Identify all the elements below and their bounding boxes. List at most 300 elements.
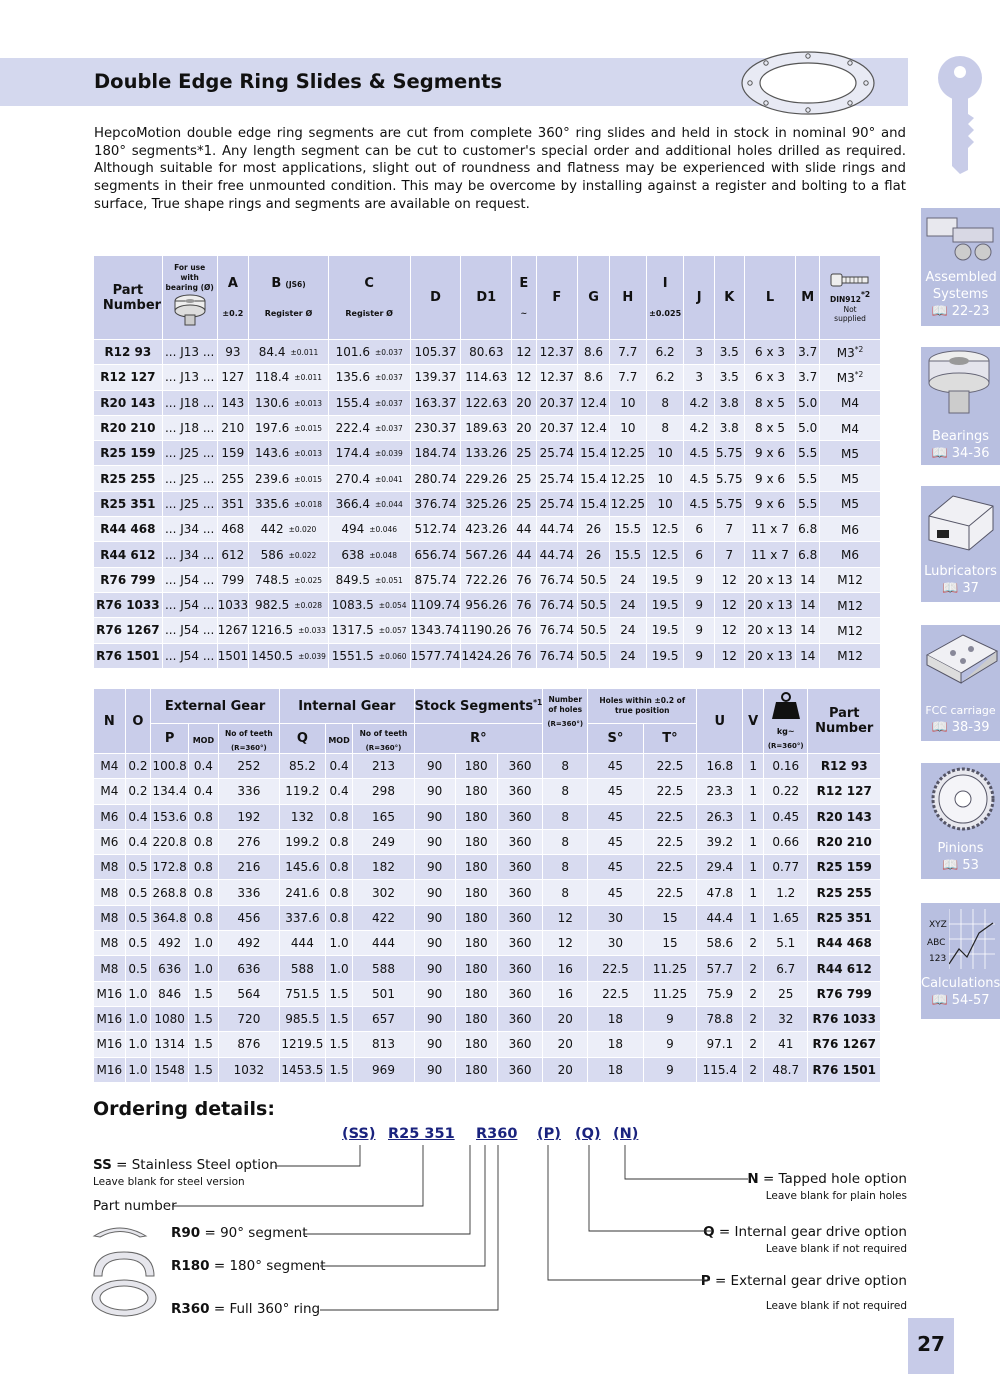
table-cell: 0.8 [189, 804, 219, 829]
table-cell: 876 [218, 1032, 279, 1057]
table-cell: 4.2 [684, 390, 714, 415]
col-part-number-2: Part Number [808, 689, 881, 754]
table-cell: 1.0 [125, 1006, 151, 1031]
col-external-gear: External Gear [151, 689, 280, 724]
table-cell: 14 [796, 592, 820, 617]
table-cell: 12.5 [646, 542, 684, 567]
table-cell: 8 [543, 855, 588, 880]
table-cell: 5.75 [714, 491, 744, 516]
page-title: Double Edge Ring Slides & Segments [94, 70, 503, 93]
table-cell: 849.5 ±0.051 [328, 567, 410, 592]
table-cell: 118.4 ±0.011 [249, 365, 329, 390]
table-cell: 25 [512, 491, 536, 516]
table-cell: 492 [218, 931, 279, 956]
table-cell: 41 [764, 1032, 808, 1057]
code-r: R360 [476, 1126, 518, 1142]
table-cell: 1.65 [764, 905, 808, 930]
table-cell: R20 143 [94, 390, 163, 415]
table-cell: 3.8 [714, 390, 744, 415]
table-cell: M4 [820, 415, 881, 440]
table-cell: 366.4 ±0.044 [328, 491, 410, 516]
table-cell: 12.37 [536, 365, 578, 390]
col-internal-gear: Internal Gear [280, 689, 415, 724]
table-cell: 6 x 3 [744, 365, 796, 390]
table-cell: 199.2 [280, 829, 326, 854]
table-cell: 1424.26 [461, 643, 512, 668]
col-stock-segments: Stock Segments$^{*1}$ [414, 689, 543, 724]
col-F: F [536, 256, 578, 340]
table-cell: 1 [743, 880, 764, 905]
table-cell: 180 [455, 1006, 497, 1031]
table-cell: 16.8 [697, 754, 743, 779]
table-cell: 114.63 [461, 365, 512, 390]
table-cell: 1 [743, 754, 764, 779]
table-cell: 44 [512, 517, 536, 542]
table-cell: 11 x 7 [744, 517, 796, 542]
table-cell: R44 612 [94, 542, 163, 567]
table-cell: 180 [455, 1032, 497, 1057]
table-cell: 15.5 [609, 542, 646, 567]
table-cell: 15.4 [578, 491, 610, 516]
table-cell: 222.4 ±0.037 [328, 415, 410, 440]
col-S: S° [588, 724, 643, 754]
table-cell: 11 x 7 [744, 542, 796, 567]
col-H: H [609, 256, 646, 340]
intro-paragraph: HepcoMotion double edge ring segments are cut from complete 360° ring slides and held in stock in nominal 90° and 180° segments*1. Any length segment can be cut to customer's special order and additional holes drilled as required. Although suitable for most applications, slight out of roundness and flatness may be experienced with slide rings and segments in their free unmounted condition. This may be overcome by installing against a register and bolting to a flat surface, True shape rings and segments are available on request. [94, 126, 906, 212]
table-cell: 19.5 [646, 618, 684, 643]
table-cell: 15.5 [609, 517, 646, 542]
table-cell: 982.5 ±0.028 [249, 592, 329, 617]
table-cell: 1317.5 ±0.057 [328, 618, 410, 643]
table-cell: 9 x 6 [744, 441, 796, 466]
table-cell: 32 [764, 1006, 808, 1031]
book-icon: 📖 [942, 581, 959, 596]
table-cell: R20 143 [808, 804, 881, 829]
table-cell: 444 [353, 931, 414, 956]
tab-lubricators[interactable]: Lubricators 📖 37 [921, 486, 1000, 602]
table-cell: 9 [684, 592, 714, 617]
col-L: L [744, 256, 796, 340]
tab-pinions[interactable]: Pinions 📖 53 [921, 763, 1000, 879]
table-cell: 6.2 [646, 365, 684, 390]
table-cell: 360 [497, 956, 542, 981]
table-cell: M4 [94, 754, 126, 779]
table-cell: 6.2 [646, 340, 684, 365]
code-ss: (SS) [342, 1126, 376, 1142]
table-cell: 16 [543, 981, 588, 1006]
table-cell: 1548 [151, 1057, 189, 1082]
table-cell: 25 [512, 441, 536, 466]
table-cell: 8 [543, 779, 588, 804]
table-cell: ... J13 ... [162, 340, 217, 365]
table-cell: 45 [588, 779, 643, 804]
table-cell: R12 93 [808, 754, 881, 779]
table-cell: 1.5 [325, 1032, 353, 1057]
table-cell: 90 [414, 1032, 455, 1057]
table-cell: 12.37 [536, 340, 578, 365]
table-cell: 85.2 [280, 754, 326, 779]
table-cell: 93 [217, 340, 249, 365]
table-cell: 1190.26 [461, 618, 512, 643]
table-cell: M8 [94, 931, 126, 956]
table-cell: 8 [543, 880, 588, 905]
table-cell: 9 [643, 1032, 697, 1057]
table-cell: 1501 [217, 643, 249, 668]
table-cell: 252 [218, 754, 279, 779]
p-note: Leave blank if not required [765, 1300, 907, 1312]
table-cell: R25 255 [808, 880, 881, 905]
table-cell: 4.5 [684, 466, 714, 491]
table-cell: 8 [543, 804, 588, 829]
table-cell: 720 [218, 1006, 279, 1031]
table-cell: 15.4 [578, 441, 610, 466]
table-cell: M5 [820, 491, 881, 516]
table-cell: M8 [94, 956, 126, 981]
table-cell: 2 [743, 981, 764, 1006]
table-cell: ... J54 ... [162, 567, 217, 592]
table-cell: R44 468 [808, 931, 881, 956]
table-cell: 364.8 [151, 905, 189, 930]
col-part-number: Part Number [94, 256, 163, 340]
table-cell: 1267 [217, 618, 249, 643]
table-cell: 5.1 [764, 931, 808, 956]
table-cell: 337.6 [280, 905, 326, 930]
table-cell: 1453.5 [280, 1057, 326, 1082]
table-cell: 5.75 [714, 466, 744, 491]
table-cell: 0.4 [325, 779, 353, 804]
table-cell: R25 159 [94, 441, 163, 466]
table-cell: 44.74 [536, 517, 578, 542]
table-cell: 7 [714, 542, 744, 567]
table-cell: 45 [588, 804, 643, 829]
table-cell: 1083.5 ±0.054 [328, 592, 410, 617]
table-cell: 1219.5 [280, 1032, 326, 1057]
col-G: G [578, 256, 610, 340]
table-cell: 1.0 [325, 956, 353, 981]
table-cell: 45 [588, 829, 643, 854]
table-cell: R20 210 [808, 829, 881, 854]
table-cell: 360 [497, 779, 542, 804]
col-P: P [151, 724, 189, 754]
table-cell: 189.63 [461, 415, 512, 440]
table-cell: 50.5 [578, 618, 610, 643]
table-cell: 5.0 [796, 415, 820, 440]
col-U: U [697, 689, 743, 754]
table-cell: 6.8 [796, 517, 820, 542]
table-cell: 44.74 [536, 542, 578, 567]
table-cell: 45 [588, 855, 643, 880]
part-number-label: Part number [93, 1198, 177, 1214]
table-cell: 0.4 [189, 779, 219, 804]
table-cell: 159 [217, 441, 249, 466]
table-cell: 360 [497, 880, 542, 905]
table-cell: 22.5 [643, 829, 697, 854]
table-cell: 1.5 [189, 1032, 219, 1057]
table-cell: 0.45 [764, 804, 808, 829]
table-cell: 24 [609, 643, 646, 668]
table-cell: 20 [543, 1057, 588, 1082]
table-cell: 25 [512, 466, 536, 491]
table-cell: 12 [543, 905, 588, 930]
table-cell: 1450.5 ±0.039 [249, 643, 329, 668]
table-cell: 9 [684, 618, 714, 643]
table-cell: 0.8 [189, 905, 219, 930]
table-cell: 57.7 [697, 956, 743, 981]
table-cell: 48.7 [764, 1057, 808, 1082]
table-cell: 90 [414, 956, 455, 981]
table-cell: 0.8 [189, 829, 219, 854]
table-cell: 3.5 [714, 340, 744, 365]
table-cell: 127 [217, 365, 249, 390]
table-cell: 5.5 [796, 466, 820, 491]
table-cell: 280.74 [410, 466, 461, 491]
col-ext-mod: MOD [189, 724, 219, 754]
table-cell: 0.66 [764, 829, 808, 854]
table-cell: 444 [280, 931, 326, 956]
table-cell: 0.5 [125, 880, 151, 905]
table-cell: ... J25 ... [162, 441, 217, 466]
col-D: D [410, 256, 461, 340]
table-cell: 3.7 [796, 365, 820, 390]
table-cell: 422 [353, 905, 414, 930]
table-cell: 0.8 [325, 905, 353, 930]
table-cell: 1032 [218, 1057, 279, 1082]
table-cell: 376.74 [410, 491, 461, 516]
table-cell: 182 [353, 855, 414, 880]
table-cell: 492 [151, 931, 189, 956]
table-cell: 1 [743, 804, 764, 829]
table-cell: 153.6 [151, 804, 189, 829]
table-cell: 76 [512, 643, 536, 668]
table-cell: 229.26 [461, 466, 512, 491]
table-cell: 1.2 [764, 880, 808, 905]
q-note: Leave blank if not required [765, 1243, 907, 1255]
table-cell: 6.8 [796, 542, 820, 567]
table-cell: 22.5 [588, 956, 643, 981]
table-cell: 0.2 [125, 779, 151, 804]
table-cell: 8 [646, 415, 684, 440]
table-cell: 636 [151, 956, 189, 981]
tab-fcc-carriage[interactable]: FCC carriage 📖 38-39 [921, 625, 1000, 741]
table-cell: 180 [455, 804, 497, 829]
table-cell: ... J18 ... [162, 390, 217, 415]
table-cell: 360 [497, 1006, 542, 1031]
col-int-mod: MOD [325, 724, 353, 754]
table-cell: 468 [217, 517, 249, 542]
table-cell: ... J18 ... [162, 415, 217, 440]
table-cell: 1216.5 ±0.033 [249, 618, 329, 643]
table-cell: 90 [414, 829, 455, 854]
table-cell: 143.6 ±0.013 [249, 441, 329, 466]
table-cell: 1.5 [189, 1057, 219, 1082]
table-cell: 0.8 [325, 880, 353, 905]
col-C: C Register Ø [328, 256, 410, 340]
table-cell: 1.0 [189, 931, 219, 956]
table-cell: 9 x 6 [744, 466, 796, 491]
table-cell: 1.5 [325, 1006, 353, 1031]
code-part: R25 351 [388, 1126, 455, 1142]
table-cell: 6 [684, 517, 714, 542]
table-cell: 76 [512, 567, 536, 592]
table-cell: 192 [218, 804, 279, 829]
table-cell: 656.74 [410, 542, 461, 567]
table-cell: 270.4 ±0.041 [328, 466, 410, 491]
book-icon: 📖 [931, 446, 948, 461]
table-cell: 657 [353, 1006, 414, 1031]
col-D1: D1 [461, 256, 512, 340]
table-cell: 180 [455, 880, 497, 905]
table-cell: 10 [646, 441, 684, 466]
table-cell: 76.74 [536, 592, 578, 617]
col-int-teeth: No of teeth (R=360°) [353, 724, 414, 754]
table-cell: 0.8 [325, 829, 353, 854]
calculations-icon: XYZ ABC 123 [921, 903, 1000, 975]
table-cell: 22.5 [643, 855, 697, 880]
code-p: (P) [537, 1126, 561, 1142]
table-cell: 172.8 [151, 855, 189, 880]
table-cell: 846 [151, 981, 189, 1006]
table-cell: 636 [218, 956, 279, 981]
table-cell: 15 [643, 905, 697, 930]
table-cell: 8 x 5 [744, 415, 796, 440]
table-cell: 45 [588, 880, 643, 905]
table-cell: 50.5 [578, 592, 610, 617]
table-cell: 360 [497, 981, 542, 1006]
table-cell: 180 [455, 905, 497, 930]
table-cell: 351 [217, 491, 249, 516]
table-cell: 12 [714, 592, 744, 617]
table-cell: M16 [94, 981, 126, 1006]
table-cell: 76.74 [536, 643, 578, 668]
tab-calculations[interactable]: XYZ ABC 123 Calculations 📖 54-57 [921, 903, 1000, 1019]
table-cell: 1314 [151, 1032, 189, 1057]
table-cell: 0.77 [764, 855, 808, 880]
table-cell: M6 [820, 542, 881, 567]
table-cell: 0.4 [189, 754, 219, 779]
table-cell: 101.6 ±0.037 [328, 340, 410, 365]
table-cell: 799 [217, 567, 249, 592]
table-cell: ... J54 ... [162, 592, 217, 617]
table-cell: 360 [497, 754, 542, 779]
table-cell: 8.6 [578, 340, 610, 365]
book-icon: 📖 [931, 720, 948, 735]
table-cell: M6 [820, 517, 881, 542]
table-cell: 23.3 [697, 779, 743, 804]
col-din912: DIN912$^{*2}$ Not supplied [820, 256, 881, 340]
table-cell: M3$^{*2}$ [820, 340, 881, 365]
table-cell: 360 [497, 1057, 542, 1082]
table-cell: 20 x 13 [744, 643, 796, 668]
col-N: N [94, 689, 126, 754]
table-cell: 12 [714, 643, 744, 668]
table-cell: 90 [414, 1057, 455, 1082]
table-cell: 956.26 [461, 592, 512, 617]
table-cell: 24 [609, 592, 646, 617]
table-cell: 8 [543, 829, 588, 854]
table-cell: 45 [588, 754, 643, 779]
table-cell: 748.5 ±0.025 [249, 567, 329, 592]
table-cell: R76 1033 [808, 1006, 881, 1031]
table-cell: R25 351 [808, 905, 881, 930]
table-cell: R25 255 [94, 466, 163, 491]
table-cell: 7 [714, 517, 744, 542]
ordering-title: Ordering details: [93, 1098, 275, 1120]
col-I: I ±0.025 [646, 256, 684, 340]
table-cell: 336 [218, 880, 279, 905]
table-cell: R25 159 [808, 855, 881, 880]
code-q: (Q) [575, 1126, 601, 1142]
page-number: 27 [908, 1318, 954, 1374]
table-cell: 100.8 [151, 754, 189, 779]
table-cell: 2 [743, 931, 764, 956]
table-cell: 423.26 [461, 517, 512, 542]
table-cell: 1 [743, 905, 764, 930]
table-cell: 19.5 [646, 567, 684, 592]
col-V: V [743, 689, 764, 754]
table-cell: 442 ±0.020 [249, 517, 329, 542]
table-cell: 3 [684, 340, 714, 365]
table-cell: 985.5 [280, 1006, 326, 1031]
book-icon: 📖 [942, 858, 959, 873]
table-cell: 1 [743, 779, 764, 804]
tab-assembled-systems[interactable]: Assembled Systems 📖 22-23 [921, 208, 1000, 326]
table-cell: 76 [512, 618, 536, 643]
table-cell: 210 [217, 415, 249, 440]
col-O: O [125, 689, 151, 754]
table-cell: 456 [218, 905, 279, 930]
table-cell: M3$^{*2}$ [820, 365, 881, 390]
table-cell: 180 [455, 829, 497, 854]
table-cell: 335.6 ±0.018 [249, 491, 329, 516]
table-cell: 90 [414, 905, 455, 930]
table-cell: 18 [588, 1057, 643, 1082]
table-cell: R12 127 [94, 365, 163, 390]
table-cell: 1.5 [189, 981, 219, 1006]
table-cell: 25.74 [536, 441, 578, 466]
table-cell: 220.8 [151, 829, 189, 854]
table-cell: 18 [588, 1032, 643, 1057]
table-cell: 20.37 [536, 415, 578, 440]
table-cell: 143 [217, 390, 249, 415]
table-cell: 84.4 ±0.011 [249, 340, 329, 365]
table-cell: ... J34 ... [162, 517, 217, 542]
table-cell: R44 468 [94, 517, 163, 542]
table-cell: 12.4 [578, 390, 610, 415]
table-cell: 20.37 [536, 390, 578, 415]
table-cell: 9 x 6 [744, 491, 796, 516]
table-cell: 1.0 [125, 981, 151, 1006]
table-cell: 241.6 [280, 880, 326, 905]
table-cell: 10 [609, 415, 646, 440]
tab-bearings[interactable]: Bearings 📖 34-36 [921, 347, 1000, 465]
table-cell: 12 [512, 340, 536, 365]
table-cell: 0.4 [325, 754, 353, 779]
table-cell: 612 [217, 542, 249, 567]
table-cell: 216 [218, 855, 279, 880]
table-cell: 26 [578, 517, 610, 542]
table-cell: 230.37 [410, 415, 461, 440]
table-cell: 969 [353, 1057, 414, 1082]
table-cell: 813 [353, 1032, 414, 1057]
table-cell: M5 [820, 466, 881, 491]
table-cell: 2 [743, 956, 764, 981]
table-cell: 90 [414, 1006, 455, 1031]
ss-note: Leave blank for steel version [93, 1176, 245, 1188]
table-cell: R25 351 [94, 491, 163, 516]
table-cell: 10 [646, 466, 684, 491]
col-J: J [684, 256, 714, 340]
table-cell: 360 [497, 829, 542, 854]
